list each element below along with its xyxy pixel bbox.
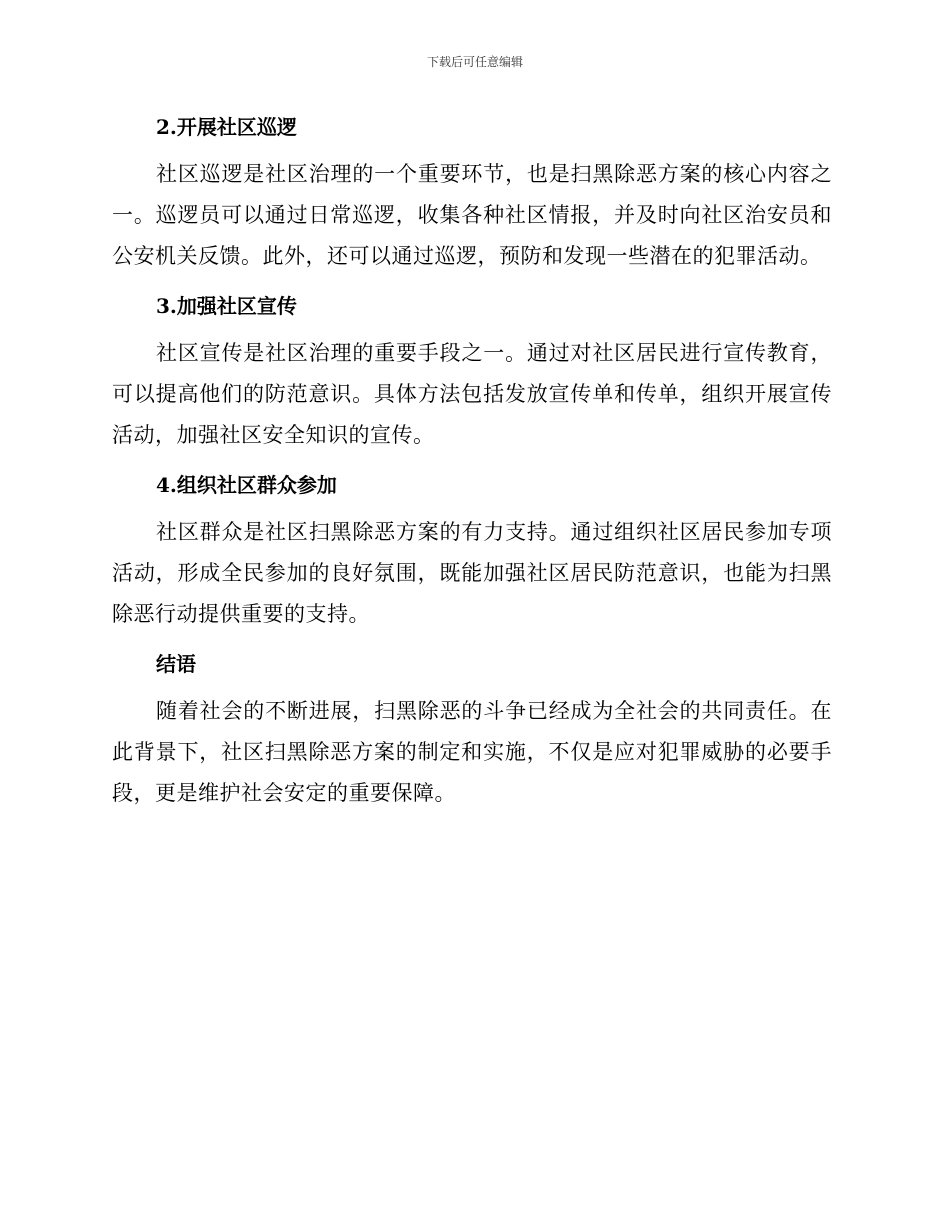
section-paragraph: 社区群众是社区扫黑除恶方案的有力支持。通过组织社区居民参加专项活动，形成全民参加的良好氛围，既能加强社区居民防范意识，也能为扫黑除恶行动提供重要的支持。	[112, 520, 832, 626]
section-paragraph: 社区巡逻是社区治理的一个重要环节，也是扫黑除恶方案的核心内容之一。巡逻员可以通过日常巡逻，收集各种社区情报，并及时向社区治安员和公安机关反馈。此外，还可以通过巡逻，预防和发现一些潜在的犯罪活动。	[112, 162, 832, 268]
section-participation	[112, 466, 832, 635]
section-heading: 结语	[156, 652, 196, 676]
section-paragraph: 社区宣传是社区治理的重要手段之一。通过对社区居民进行宣传教育，可以提高他们的防范意识。具体方法包括发放宣传单和传单，组织开展宣传活动，加强社区安全知识的宣传。	[112, 341, 832, 447]
section-heading: 3.加强社区宣传	[156, 294, 297, 318]
section-heading: 2.开展社区巡逻	[156, 115, 297, 139]
section-conclusion	[112, 645, 832, 814]
section-publicity	[112, 287, 832, 456]
section-paragraph: 随着社会的不断进展，扫黑除恶的斗争已经成为全社会的共同责任。在此背景下，社区扫黑除恶方案的制定和实施，不仅是应对犯罪威胁的必要手段，更是维护社会安定的重要保障。	[112, 699, 832, 805]
document-body	[112, 108, 832, 824]
section-patrol	[112, 108, 832, 277]
section-heading: 4.组织社区群众参加	[156, 473, 337, 497]
page-header: 下载后可任意编辑	[426, 55, 523, 69]
